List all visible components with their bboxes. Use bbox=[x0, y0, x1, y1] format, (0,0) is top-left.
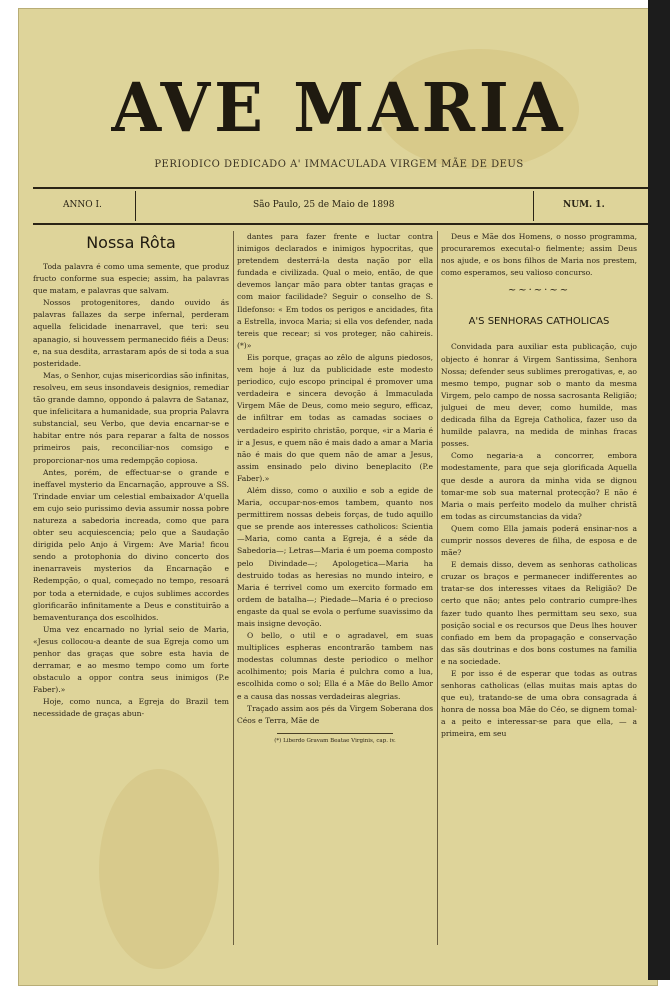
footnote-rule bbox=[277, 733, 393, 734]
issue-info-bar bbox=[33, 191, 649, 221]
newspaper-page bbox=[18, 8, 658, 986]
footnote: (*) Liberdo Gravam Beatae Virginis, cap. iv. bbox=[274, 737, 396, 744]
article-paragraph: E demais disso, devem as senhoras catholicas cruzar os braços e permanecer indifferentes ao tratar-se dos interesses vitaes da Religião? De certo que não; antes pelo contrario cumpre-lhes fazer tudo quanto lhes permittam seu sexo, sua posição social e os recursos que Deus lhes houver confiado em bem da propagação e conservação das sãs doutrinas e dos bons costumes na familia e na sociedade. bbox=[441, 560, 637, 666]
article-paragraph: Deus e Mãe dos Homens, o nosso programma, procuraremos executal-o fielmente; assim Deus nos ajude, e os bons filhos de Maria nos prestem, como esperamos, seu valioso concurso. bbox=[441, 232, 637, 278]
article-paragraph: O bello, o util e o agradavel, em suas multiplices espheras encontrarão tambem nas modestas columnas deste periodico o melhor acolhimento; pois Maria é pulchra como a lua, escolhida como o sol; Ella é a Mãe do Bello Amor e a causa das nossas verdadeiras alegrias. bbox=[237, 631, 433, 701]
issue-year: ANNO I. bbox=[63, 200, 102, 210]
column-rule bbox=[233, 231, 234, 945]
article-heading-senhoras-catholicas: A'S SENHORAS CATHOLICAS bbox=[468, 316, 610, 328]
masthead-title: AVE MARIA bbox=[111, 69, 567, 148]
article-paragraph: Nossos protogenitores, dando ouvido ás palavras fallazes da serpe infernal, perderam aquella felicidade inenarravel, que teri: seu apanagio, si houvessem permanecido fiéis a Deus: e, na sua desdita, arrastaram após de si toda a sua posteridade. bbox=[33, 298, 229, 368]
article-heading-nossa-rota: Nossa Rôta bbox=[86, 233, 176, 252]
article-paragraph: Antes, porém, de effectuar-se o grande e ineffavel mysterio da Encarnação, approuve a SS. Trindade enviar um celestial embaixador A'quella em cujo seio purissimo devia assumir nossa pobre natureza a sabedoria increada, como que para obter seu acquiescencia; pelo que a Saudação dirigida pelo Anjo á Virgem: Ave Maria! ficou sendo a protophonia do divino concerto dos inenarraveis mysterios da Encarnação e Redempção, o qual, começado no tempo, resoará por toda a eternidade, e cujos sublimes accordes glorificarão infinitamente a Deus e constituirão a bemaventurança dos escolhidos. bbox=[33, 467, 229, 622]
header-rule-bottom bbox=[33, 223, 649, 225]
article-paragraph: Eis porque, graças ao zêlo de alguns piedosos, vem hoje á luz da publicidade este modesto periodico, cujo escopo principal é promover uma verdadeira e sincera devoção á Immaculada Virgem Mãe de Deus, como meio seguro, efficaz, de infiltrar em todas as camadas sociaes o verdadeiro espirito christão, porque, «ir a Maria é ir a Jesus, e quem não é mais dado a amar a Maria não é mais do que quem não de amar a Jesus, assim ensinado pelo divino beneplacito (P.e Faber).» bbox=[237, 352, 433, 483]
header-rule-top bbox=[33, 187, 649, 189]
article-paragraph: E por isso é de esperar que todas as outras senhoras catholicas (ellas muitas mais aptas do que eu), tratando-se de uma obra consagrada á honra de nossa boa Mãe do Céo, se dignem tomal-a a peito e interessar-se para que ella, — a primeira, em seu bbox=[441, 669, 637, 739]
column-1 bbox=[33, 231, 229, 967]
column-rule bbox=[437, 231, 438, 945]
issue-date: São Paulo, 25 de Maio de 1898 bbox=[253, 200, 395, 210]
scan-border bbox=[648, 0, 670, 980]
column-2 bbox=[237, 231, 433, 967]
article-paragraph: Quem como Ella jamais poderá ensinar-nos a cumprir nossos deveres de filha, de esposa e de mãe? bbox=[441, 523, 637, 558]
column-3 bbox=[441, 231, 637, 967]
article-paragraph: Mas, o Senhor, cujas misericordias são infinitas, resolveu, em seus insondaveis designios, remediar tão grande damno, oppondo á palavra de Satanaz, que infelicitara a humanidade, sua propria Palavra substancial, seu Verbo, que devia encarnar-se e habitar entre nós para reparar a falta de nossos primeiros pais, reconciliar-nos comsigo e proporcionar-nos uma redempção copiosa. bbox=[33, 370, 229, 465]
header-divider bbox=[135, 191, 136, 221]
article-paragraph: Convidada para auxiliar esta publicação, cujo objecto é honrar á Virgem Santissima, Senhora Nossa; defender seus sublimes prerogativas, e, ao mesmo tempo, pugnar sob o manto da mesma Virgem, pelo campo de nossa sacrosanta Religião; julguei de meu dever, como humilde, mas dedicada filha da Egreja Catholica, fazer uso da humilde palavra, na medida de minhas fracas posses. bbox=[441, 342, 637, 449]
header-divider bbox=[533, 191, 534, 221]
ornament-divider: ~~·~·~~ bbox=[507, 285, 571, 297]
article-paragraph: Além disso, como o auxilio e sob a egide de Maria, occupar-nos-emos tambem, quanto nos permittirem nossas debeis forças, de tudo aquillo que se prende aos interesses catholicos: Scientia—Maria, como canta a Egreja, é a séde da Sabedoria—; Letras—Maria é um poema composto pelo Divindade—; Apologetica—Maria ha destruido todas as heresias no mundo inteiro, e Maria é terrivel como um exercito formado em ordem de batalha—; Piedade—Maria é o precioso engaste da qual se evola o perfume suavissimo da mais insigne devoção. bbox=[237, 485, 433, 628]
article-paragraph: Toda palavra é como uma semente, que produz fructo conforme sua especie; assim, ha palavras que matam, e palavras que salvam. bbox=[33, 262, 229, 296]
article-paragraph: Traçado assim aos pés da Virgem Soberana dos Céos e Terra, Mãe de bbox=[237, 703, 433, 725]
article-paragraph: Como negaria-a a concorrer, embora modestamente, para que seja glorificada Aquella que desde a aurora da minha vida se dignou tomar-me sob sua maternal protecção? E não é Maria o mais perfeito modelo da mulher christã em todas as circumstancias da vida? bbox=[441, 451, 637, 521]
issue-number: NUM. 1. bbox=[563, 200, 605, 210]
article-paragraph: dantes para fazer frente e luctar contra inimigos declarados e inimigos hypocritas, que pretendem desterrá-la desta nação por ella fundada e civilizada. Qual o meio, então, de que devemos lançar mão para obter tantas graças e com maior facilidade? Seguir o conselho de S. Ildefonso: « Em todos os perigos e ancidades, fita a Estrella, invoca Maria; si ella vos defender, nada tereis que recear; si vos proteger, não cahireis. (*)» bbox=[237, 232, 433, 350]
masthead-subtitle: PERIODICO DEDICADO A' IMMACULADA VIRGEM MÃE DE DEUS bbox=[154, 159, 524, 170]
article-paragraph: Hoje, como nunca, a Egreja do Brazil tem necessidade de graças abun- bbox=[33, 697, 229, 719]
article-paragraph: Uma vez encarnado no lyrial seio de Maria, «Jesus collocou-a deante de sua Egreja como um penhor das graças que sobre esta havia de derramar, e ao mesmo tempo como um forte obstaculo a oppor contra seus inimigos (P.e Faber).» bbox=[33, 624, 229, 695]
